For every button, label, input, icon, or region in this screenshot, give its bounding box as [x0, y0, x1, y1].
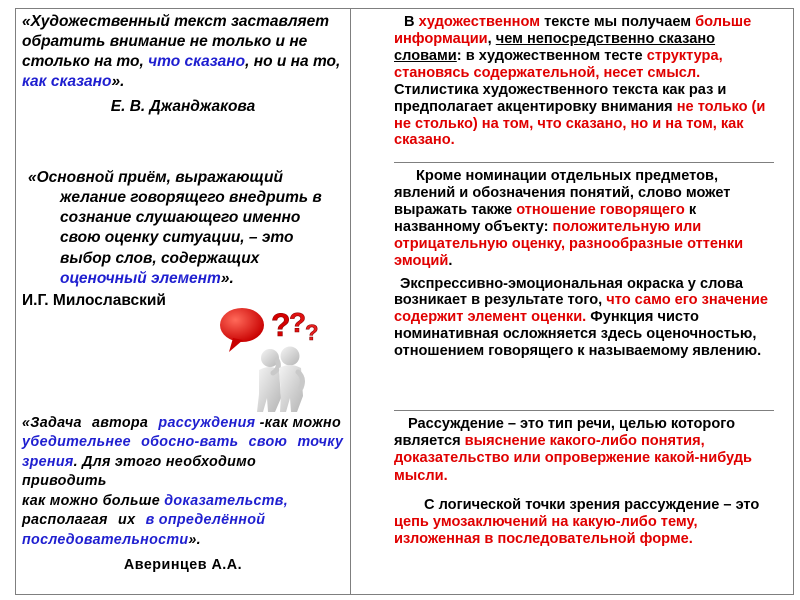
- explanation-text: Стилистика художественного текста как раз и предполагает акцентировку внимания: [394, 81, 727, 115]
- explanation-highlight: больше информации: [394, 14, 752, 47]
- quote-text: -как можно: [255, 415, 341, 431]
- explanation-text: Кроме номинации отдельных предметов, явлений и обозначения понятий, слово может выражать также: [394, 168, 731, 218]
- explanation-text: Экспрессивно-эмоциональная окраска у слова возникает в результате того,: [394, 275, 743, 309]
- explanation-text: тексте мы получаем: [540, 14, 696, 30]
- column-divider: [350, 8, 351, 595]
- explanation-artistic-text: [394, 14, 774, 149]
- quote-body: [22, 188, 344, 289]
- explanation-text: В: [404, 14, 419, 30]
- thinking-people-illustration: [215, 298, 345, 412]
- quote-author: И.Г. Милославский: [22, 291, 166, 309]
- explanation-highlight: структура, становясь содержательной, несет смысл.: [394, 47, 723, 81]
- quote-text: располагая их: [22, 512, 146, 529]
- paragraph-nomination: [394, 168, 774, 270]
- explanation-text: С логической точки зрения рассуждение – это: [424, 496, 760, 513]
- explanation-highlight: не только (и не столько) на том, что сказано, но и на том, как сказано.: [394, 98, 766, 149]
- svg-text:?: ?: [289, 307, 307, 338]
- quote-text: , но и на то,: [245, 53, 341, 71]
- quote-highlight: как сказано: [22, 73, 112, 91]
- explanation-text: к названному объекту:: [394, 201, 697, 235]
- quote-dzhandzhakova: [22, 12, 344, 117]
- explanation-highlight: положительную или отрицательную оценку, разнообразные оттенки эмоций: [394, 218, 744, 269]
- explanation-evaluation: [394, 168, 774, 366]
- explanation-text: : в художественном тесте: [456, 47, 647, 64]
- quote-text: желание говорящего внедрить в сознание слушающего именно свою оценку ситуации, – это выбор слов, содержащих: [60, 189, 322, 267]
- quote-text: . Для этого необходимо приводить: [22, 453, 257, 490]
- quote-text: «Задача автора: [22, 415, 159, 431]
- row-divider-2: [394, 410, 774, 411]
- quote-text: ».: [220, 269, 234, 287]
- explanation-text: .: [448, 252, 453, 269]
- quote-text: «Основной приём, выражающий: [28, 169, 283, 186]
- quote-highlight: в определённой последовательности: [22, 512, 266, 548]
- quote-miloslavsky: [22, 168, 344, 311]
- quote-highlight: оценочный элемент: [60, 269, 221, 287]
- quote-author: Аверинцев А.А.: [123, 557, 243, 574]
- svg-text:?: ?: [305, 320, 319, 345]
- explanation-highlight: отношение говорящего: [516, 201, 685, 218]
- explanation-highlight: художественном: [418, 14, 541, 30]
- quote-text: как можно больше: [22, 492, 165, 509]
- quote-text: ».: [111, 73, 125, 91]
- paragraph-expressive: [394, 276, 774, 361]
- paragraph-reasoning-logic: [394, 497, 776, 549]
- quote-highlight: убедительнее обосно-вать свою точку зрения: [22, 434, 344, 470]
- explanation-text: Функция чисто номинативная осложняется здесь оценочностью, отношением говорящего к называемому явлению.: [394, 309, 762, 360]
- quote-highlight: доказательств,: [164, 492, 288, 509]
- explanation-text: ,: [487, 30, 496, 47]
- explanation-highlight: что само его значение содержит элемент оценки.: [394, 292, 768, 326]
- explanation-highlight: выяснение какого-либо понятия, доказательство или опровержение какой-нибудь мысли.: [394, 433, 753, 484]
- explanation-underlined: чем непосредственно сказано словами: [394, 30, 716, 64]
- svg-text:?: ?: [271, 307, 291, 343]
- quote-text: «Художественный текст заставляет обратить внимание не только и не столько на то,: [22, 13, 330, 71]
- quote-highlight: что сказано: [148, 53, 246, 71]
- explanation-text: Рассуждение – это тип речи, целью которого является: [394, 416, 736, 450]
- quote-averintsev: [22, 414, 344, 576]
- row-divider-1: [394, 162, 774, 163]
- paragraph-reasoning-definition: [394, 416, 776, 485]
- thinking-people-question-marks-icon: [215, 298, 345, 412]
- quote-text: ».: [188, 531, 201, 548]
- explanation-reasoning: [394, 416, 776, 561]
- explanation-highlight: цепь умозаключений на какую-либо тему, изложенная в последовательной форме.: [394, 514, 698, 548]
- quote-highlight: рассуждения: [158, 415, 256, 431]
- quote-author: Е. В. Джанджакова: [110, 97, 256, 115]
